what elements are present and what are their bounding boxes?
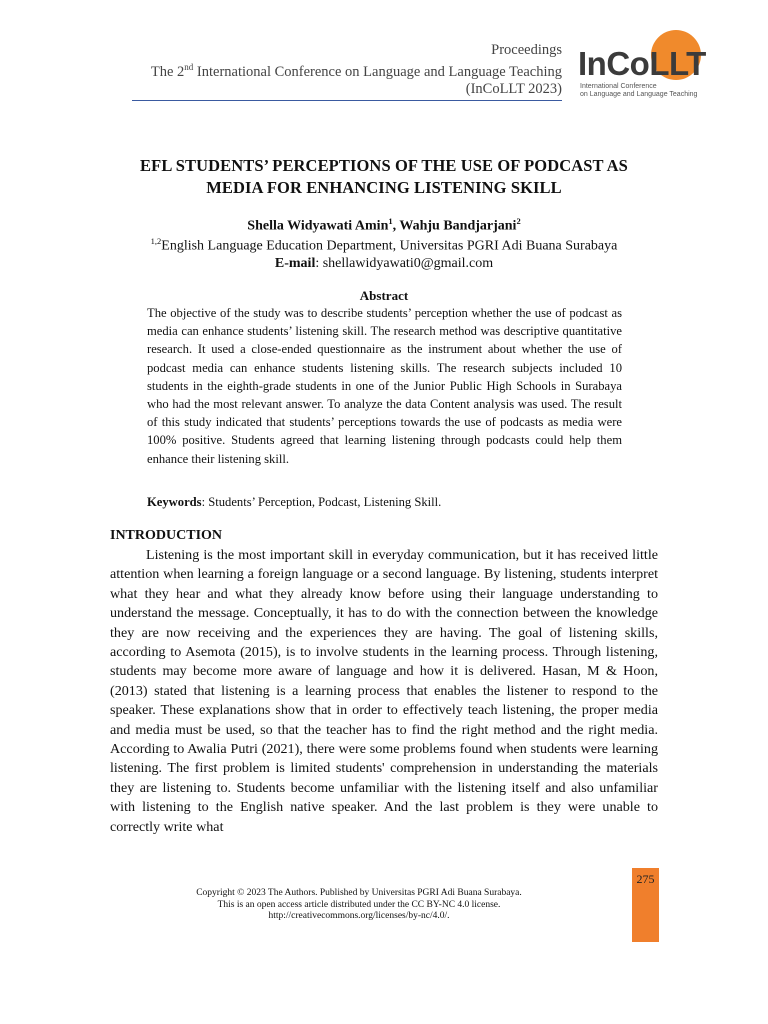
- proceedings-header: [151, 42, 562, 98]
- paper-title: [110, 155, 658, 199]
- introduction-heading: INTRODUCTION: [110, 528, 223, 543]
- keywords-label: Keywords: [147, 495, 202, 509]
- affiliation-text: English Language Education Department, Universitas PGRI Adi Buana Surabaya: [161, 238, 618, 254]
- paper-title-line2: MEDIA FOR ENHANCING LISTENING SKILL: [206, 178, 562, 197]
- header-divider: [132, 100, 562, 101]
- affiliation: [110, 236, 658, 255]
- logo-wordmark: InCoLLT: [578, 45, 706, 82]
- footer-license-url: http://creativecommons.org/licenses/by-nc/4.0/.: [268, 911, 450, 921]
- logo-subtitle: [580, 83, 697, 99]
- email-line: [110, 256, 658, 272]
- keywords-line: [147, 495, 622, 510]
- author-separator: ,: [392, 218, 400, 234]
- keywords-text: : Students’ Perception, Podcast, Listening Skill.: [201, 495, 442, 509]
- author-2-sup: 2: [516, 216, 521, 226]
- email-label: E-mail: [274, 256, 316, 271]
- footer-license: This is an open access article distributed under the CC BY-NC 4.0 license.: [217, 899, 501, 910]
- affiliation-sup: 1,2: [150, 236, 162, 246]
- author-2: Wahju Bandjarjani: [399, 218, 517, 234]
- abstract-heading: Abstract: [359, 288, 409, 303]
- copyright-footer: [150, 888, 568, 923]
- abstract-text: The objective of the study was to describe students’ perception whether the use of podcast as media can enhance students’ listening skill. The research method was descriptive quantitative research. It used a close-ended questionnaire as the instrument about whether the use of podcast media can enhance students listening skills. The research subjects included 10 students in the eighth-grade students in one of the Junior Public High Schools in Surabaya who had the most relevant answer. To analyze the data Content analysis was used. The result of this study indicated that students’ perceptions towards the use of podcasts as media were 100% positive. Students agreed that learning listening through podcasts could help them enhance their listening skill.: [147, 306, 622, 466]
- logo-subtitle-line2: on Language and Language Teaching: [580, 91, 698, 98]
- logo-subtitle-line1: International Conference: [580, 83, 657, 90]
- header-conference-sup: nd: [184, 62, 194, 72]
- header-conference-post: International Conference on Language and Language Teaching: [193, 63, 562, 80]
- email-value: : shellawidyawati0@gmail.com: [315, 256, 494, 271]
- page-number-tab: [632, 868, 659, 942]
- incollt-logo: [578, 30, 728, 102]
- introduction-text: Listening is the most important skill in everyday communication, but it has received little attention when learning a foreign language or a second language. By listening, students interpret what they hear and what they already know before using their language understanding to understand the message. Conceptually, it has to do with the connection between the knowledge they are now receiving and the experiences they are having. The goal of listening skills, according to Asemota (2015), is to involve students in the learning process. Through listening, students may become more aware of language and how it is delivered. Hasan, M & Hoon, (2013) stated that listening is a learning process that enables the listener to respond to the speaker. These explanations show that in order to effectively teach listening, the proper media and media must be used, so that the teacher has to find the right method and the right media. According to Awalia Putri (2021), there were some problems found when students were learning listening. The first problem is limited students' comprehension in understanding the materials they are listening to. Students become unfamiliar with the listening itself and also unfamiliar with listening to the English native speaker. And the last problem is they were unable to correctly write what: [110, 547, 658, 835]
- header-acronym: (InCoLLT 2023): [465, 80, 562, 97]
- page-number: 275: [636, 872, 655, 886]
- paper-title-line1: EFL STUDENTS’ PERCEPTIONS OF THE USE OF PODCAST AS: [140, 156, 628, 175]
- header-proceedings: Proceedings: [491, 42, 562, 58]
- authors-line: [110, 216, 658, 235]
- header-conference: [151, 59, 562, 81]
- header-conference-pre: The 2: [150, 63, 185, 80]
- author-1-sup: 1: [388, 216, 393, 226]
- author-1: Shella Widyawati Amin: [247, 218, 389, 234]
- footer-copyright: Copyright © 2023 The Authors. Published by Universitas PGRI Adi Buana Surabaya.: [196, 888, 522, 898]
